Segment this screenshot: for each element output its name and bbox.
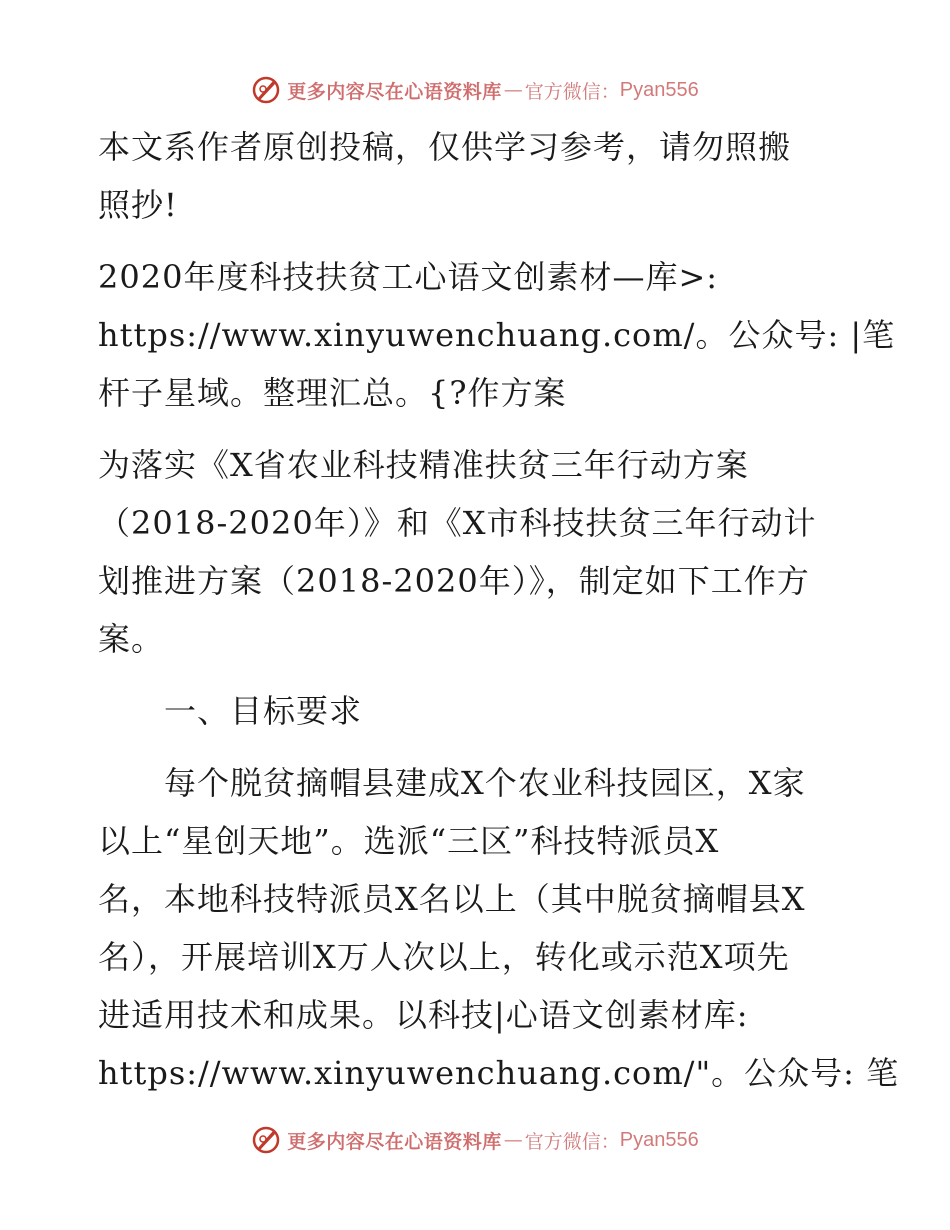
quill-logo-icon xyxy=(251,1125,281,1155)
banner-text: 更多内容尽在心语资料库 xyxy=(287,80,502,103)
paragraph-goals xyxy=(98,754,900,1102)
text-line: 进适用技术和成果。以科技|心语文创素材库: xyxy=(98,996,749,1034)
section-heading xyxy=(98,682,848,740)
text-line: 一、目标要求 xyxy=(98,692,363,730)
text-line: 名），开展培训X万人次以上，转化或示范X项先 xyxy=(98,938,790,976)
paragraph-notice xyxy=(98,118,848,234)
banner-separator: — xyxy=(503,1129,523,1151)
document-body xyxy=(98,118,900,1102)
text-line: 照抄! xyxy=(98,186,178,224)
text-line: 为落实《X省农业科技精准扶贫三年行动方案 xyxy=(98,446,749,484)
banner-text: 更多内容尽在心语资料库 xyxy=(287,1130,502,1153)
quill-logo-icon xyxy=(251,75,281,105)
footer-banner xyxy=(0,1120,950,1160)
paragraph-intro xyxy=(98,436,848,668)
text-line: 以上“星创天地”。选派“三区”科技特派员X xyxy=(98,822,720,860)
text-line: https://www.xinyuwenchuang.com/"。公众号: 笔 xyxy=(98,1054,900,1092)
text-line: 名，本地科技特派员X名以上（其中脱贫摘帽县X xyxy=(98,880,806,918)
text-line: 每个脱贫摘帽县建成X个农业科技园区，X家 xyxy=(98,764,806,802)
text-line: （2018-2020年）》和《X市科技扶贫三年行动计 xyxy=(98,504,817,542)
text-line: https://www.xinyuwenchuang.com/。公众号: |笔 xyxy=(98,316,896,354)
paragraph-title xyxy=(98,248,896,422)
text-line: 案。 xyxy=(98,620,165,658)
text-line: 杆子星域。整理汇总。{?作方案 xyxy=(98,374,567,412)
text-line: 划推进方案（2018-2020年）》，制定如下工作方 xyxy=(98,562,810,600)
banner-separator: — xyxy=(503,79,523,101)
banner-wechat-label: 官方微信： xyxy=(524,1130,620,1153)
banner-wechat-id: Pyan556 xyxy=(619,1128,699,1151)
header-banner xyxy=(0,70,950,110)
banner-wechat-id: Pyan556 xyxy=(619,78,699,101)
banner-wechat-label: 官方微信： xyxy=(524,80,620,103)
text-line: 本文系作者原创投稿，仅供学习参考，请勿照搬 xyxy=(98,128,792,166)
text-line: 2020年度科技扶贫工心语文创素材—库>: xyxy=(98,258,719,296)
